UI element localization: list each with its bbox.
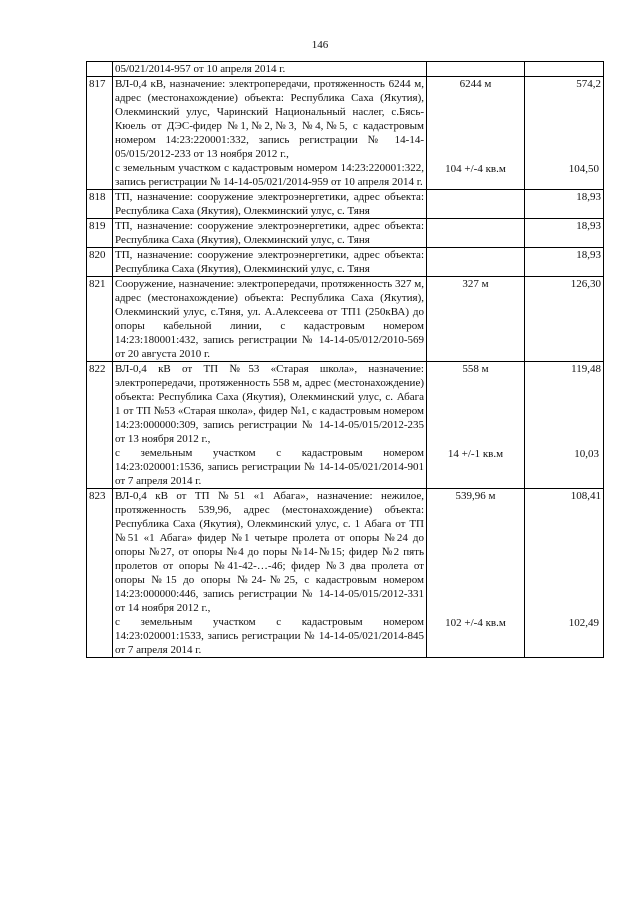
- table-row: [87, 489, 604, 658]
- row-number: 821: [87, 277, 113, 362]
- object-description: ВЛ-0,4 кВ от ТП №51 «1 Абага», назначение: нежилое, протяженность 539,96, адрес (местонахождение) объекта: Республика Саха (Якутия), Олекминский улус, с. 1 Абага от ТП №51 «1 Абага» фидер №1 четыре пролета от опоры №24 до опоры №27, от опоры №4 до поры №14-№15; фидер №2 пять пролетов от опоры №41-42-…-46; фидер №3 два пролета от опоры №15 до опоры №24-№25, с кадастровым номером 14:23:000000:446, запись регистрации № 14-14-05/015/2012-331 от 14 ноября 2012 г.,: [115, 490, 424, 614]
- table-row: [87, 248, 604, 277]
- land-plot-size: 102 +/-4 кв.м: [445, 616, 506, 629]
- object-size: 539,96 м: [455, 490, 496, 502]
- description-cell: [113, 362, 427, 489]
- land-plot-size: 104 +/-4 кв.м: [445, 162, 506, 175]
- row-number: 817: [87, 77, 113, 190]
- table-row: [87, 219, 604, 248]
- object-description: Сооружение, назначение: электропередачи, протяженность 327 м, адрес (местонахождение) объекта: Республика Саха (Якутия), Олекминский улус, с.Тяня, ул. А.Алексеева от ТП1 (250кВА) до опоры кабельной линии, с кадастровым номером 14:23:180001:432, запись регистрации № 14-14-05/012/2010-569 от 20 августа 2010 г.: [115, 278, 424, 360]
- value-cell: [525, 362, 604, 489]
- row-number: 820: [87, 248, 113, 277]
- size-cell: [427, 248, 525, 277]
- property-registry-table: [86, 61, 604, 658]
- object-description: ВЛ-0,4 кВ, назначение: электропередачи, протяженность 6244 м, адрес (местонахождение) объекта: Республика Саха (Якутия), Олекминский улус, Чаринский Национальный наслег, с.Бясь-Кюель от ДЭС-фидер №1,№2,№3, №4,№5, с кадастровым номером 14:23:220001:332, запись регистрации № 14-14-05/015/2012-233 от 13 ноября 2012 г.,: [115, 78, 424, 160]
- size-cell: [427, 190, 525, 219]
- object-description: ТП, назначение: сооружение электроэнергетики, адрес объекта: Республика Саха (Якутия), Олекминский улус, с. Тяня: [115, 220, 424, 246]
- object-size: 327 м: [462, 278, 489, 290]
- table-row: [87, 77, 604, 190]
- size-cell: [427, 489, 525, 658]
- value-cell: [525, 77, 604, 190]
- table-row: [87, 190, 604, 219]
- description-cell: [113, 190, 427, 219]
- land-plot-description: с земельным участком с кадастровым номером 14:23:020001:1536, запись регистрации № 14-14-05/021/2014-901 от 7 апреля 2014 г.: [115, 447, 424, 487]
- size-cell: [427, 77, 525, 190]
- row-number: 818: [87, 190, 113, 219]
- description-cell: [113, 277, 427, 362]
- object-value: 18,93: [576, 191, 601, 203]
- description-cell: [113, 248, 427, 277]
- table-row-continuation: [87, 62, 604, 77]
- object-value: 126,30: [570, 278, 601, 290]
- land-plot-description: с земельным участком с кадастровым номером 14:23:020001:1533, запись регистрации № 14-14-05/021/2014-845 от 7 апреля 2014 г.: [115, 616, 424, 656]
- description-cell: [113, 62, 427, 77]
- object-description: ТП, назначение: сооружение электроэнергетики, адрес объекта: Республика Саха (Якутия), Олекминский улус, с. Тяня: [115, 249, 424, 275]
- description-cell: [113, 219, 427, 248]
- land-plot-value: 102,49: [568, 616, 599, 629]
- value-cell: [525, 248, 604, 277]
- object-value: 574,2: [576, 78, 601, 90]
- land-plot-size: 14 +/-1 кв.м: [447, 447, 504, 460]
- page-number: 146: [311, 39, 329, 51]
- land-plot-value: 10,03: [574, 447, 599, 460]
- row-number: 822: [87, 362, 113, 489]
- object-value: 108,41: [570, 490, 601, 502]
- value-cell: [525, 62, 604, 77]
- value-cell: [525, 277, 604, 362]
- object-size: 558 м: [462, 363, 489, 375]
- object-value: 18,93: [576, 220, 601, 232]
- value-cell: [525, 219, 604, 248]
- value-cell: [525, 190, 604, 219]
- row-number: 823: [87, 489, 113, 658]
- size-cell: [427, 62, 525, 77]
- object-value: 119,48: [571, 363, 601, 375]
- row-number: 819: [87, 219, 113, 248]
- size-cell: [427, 277, 525, 362]
- object-description: ВЛ-0,4 кВ от ТП №53 «Старая школа», назначение: электропередачи, протяженность 558 м, адрес (местонахождение) объекта: Республика Саха (Якутия), Олекминский улус, с. Абага 1 от ТП №53 «Старая школа», фидер №1, с кадастровым номером 14:23:000000:309, запись регистрации № 14-14-05/015/2012-235 от 13 ноября 2012 г.,: [115, 363, 424, 445]
- object-description: ТП, назначение: сооружение электроэнергетики, адрес объекта: Республика Саха (Якутия), Олекминский улус, с. Тяня: [115, 191, 424, 217]
- description-cell: [113, 489, 427, 658]
- land-plot-description: с земельным участком с кадастровым номером 14:23:220001:322, запись регистрации № 14-14-05/021/2014-959 от 10 апреля 2014 г.: [115, 162, 424, 188]
- object-size: 6244 м: [459, 78, 492, 90]
- description-cell: [113, 77, 427, 190]
- row-number-cell: [87, 62, 113, 77]
- table-row: [87, 277, 604, 362]
- land-plot-value: 104,50: [568, 162, 599, 175]
- continuation-text: 05/021/2014-957 от 10 апреля 2014 г.: [115, 63, 286, 75]
- table-row: [87, 362, 604, 489]
- size-cell: [427, 362, 525, 489]
- size-cell: [427, 219, 525, 248]
- object-value: 18,93: [576, 249, 601, 261]
- value-cell: [525, 489, 604, 658]
